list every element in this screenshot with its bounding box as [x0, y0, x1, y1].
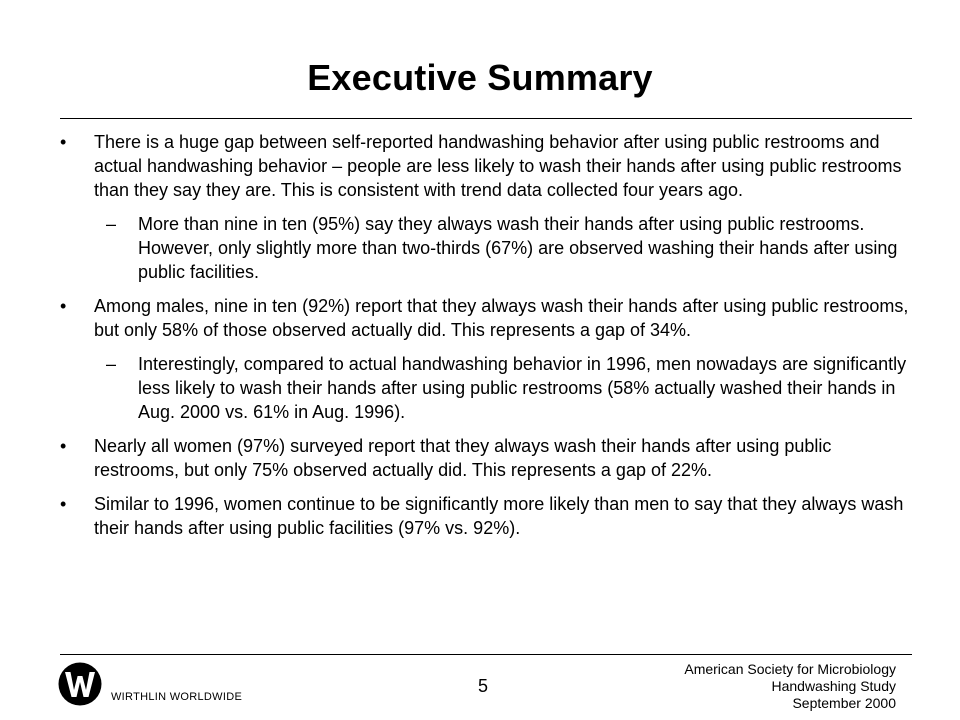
- bullet-text: Nearly all women (97%) surveyed report that they always wash their hands after using public restrooms, but only 75% observed actually did. This represents a gap of 22%.: [94, 436, 832, 480]
- page-number: 5: [477, 676, 488, 696]
- bullet-marker: •: [60, 296, 67, 316]
- bullet-item: [60, 294, 912, 342]
- title-divider: [60, 118, 912, 119]
- sub-bullet-item: [60, 212, 912, 284]
- bullet-item: [60, 434, 912, 482]
- sub-bullet-marker: –: [106, 354, 117, 374]
- bullet-text: Similar to 1996, women continue to be significantly more likely than men to say that they always wash their hands after using public facilities (97% vs. 92%).: [94, 494, 904, 538]
- footer-study-info: [684, 661, 896, 712]
- footer-date: September 2000: [792, 695, 896, 711]
- sub-bullet-text: Interestingly, compared to actual handwashing behavior in 1996, men nowadays are significantly less likely to wash their hands after using public restrooms (58% actually washed their hands in Aug. 2000 vs. 61% in Aug. 1996).: [138, 354, 907, 422]
- sub-bullet-item: [60, 352, 912, 424]
- sub-bullet-marker: –: [106, 214, 117, 234]
- bullet-text: Among males, nine in ten (92%) report that they always wash their hands after using public restrooms, but only 58% of those observed actually did. This represents a gap of 34%.: [94, 296, 909, 340]
- bullet-list: [60, 130, 912, 550]
- footer-brand: WIRTHLIN WORLDWIDE: [111, 691, 243, 703]
- bullet-item: [60, 130, 912, 202]
- footer-divider: [60, 654, 912, 655]
- sub-bullet-text: More than nine in ten (95%) say they always wash their hands after using public restrooms. However, only slightly more than two-thirds (67%) are observed washing their hands after using public facilities.: [138, 214, 898, 282]
- bullet-marker: •: [60, 132, 67, 152]
- bullet-marker: •: [60, 436, 67, 456]
- bullet-text: There is a huge gap between self-reported handwashing behavior after using public restrooms and actual handwashing behavior – people are less likely to wash their hands after using public restrooms than they say they are. This is consistent with trend data collected four years ago.: [94, 132, 902, 200]
- footer-study-name: Handwashing Study: [771, 678, 896, 694]
- bullet-item: [60, 492, 912, 540]
- wirthlin-w-logo-icon: [58, 662, 102, 706]
- bullet-marker: •: [60, 494, 67, 514]
- slide-title: Executive Summary: [307, 57, 653, 98]
- footer-organization: American Society for Microbiology: [684, 661, 896, 677]
